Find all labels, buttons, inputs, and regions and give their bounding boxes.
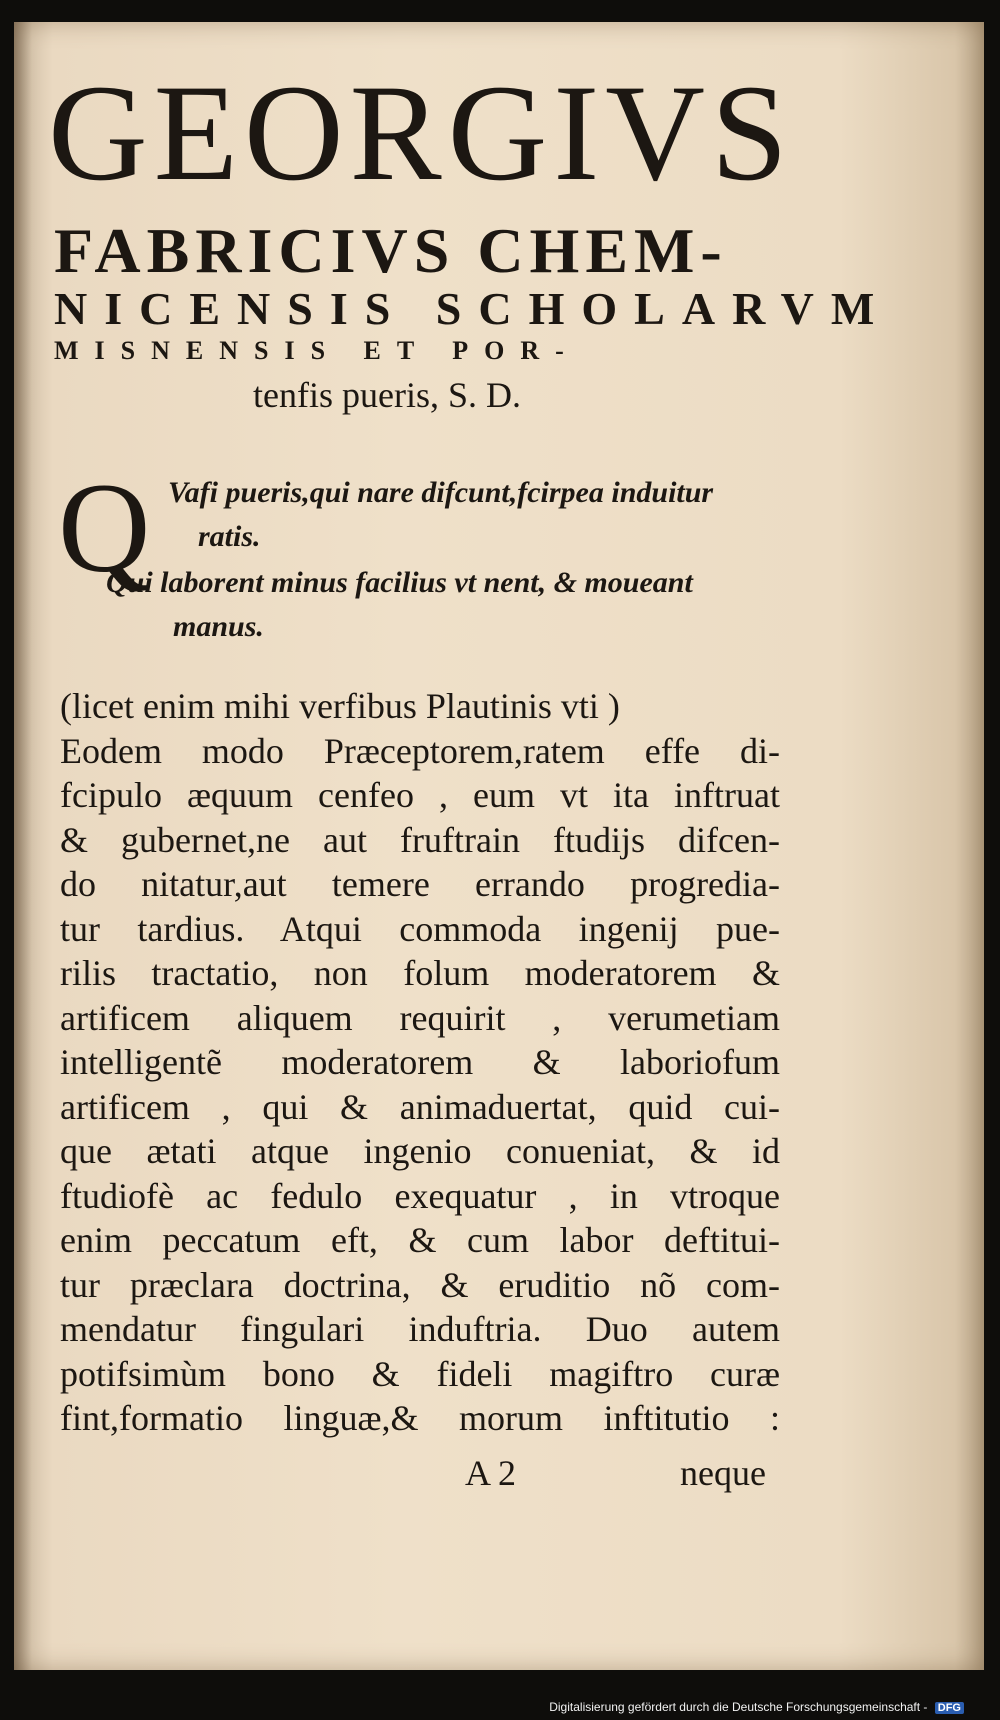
signature-mark: A 2 bbox=[465, 1453, 517, 1493]
book-page bbox=[14, 22, 984, 1670]
body-line: intelligentẽ moderatorem & laboriofum bbox=[60, 1042, 780, 1082]
verse-line: Vafi pueris,qui nare difcunt,fcirpea induitur bbox=[168, 476, 714, 509]
body-line: enim peccatum eft, & cum labor deftitui- bbox=[60, 1220, 780, 1260]
catchword: neque bbox=[680, 1453, 766, 1493]
verse-line: ratis. bbox=[198, 520, 261, 553]
body-line: que ætati atque ingenio conueniat, & id bbox=[60, 1131, 780, 1171]
verse-line: Qui laborent minus facilius vt nent, & moueant bbox=[106, 566, 693, 599]
drop-cap: Q bbox=[58, 457, 151, 599]
body-line: (licet enim mihi verfibus Plautinis vti ) bbox=[60, 686, 620, 726]
subtitle-line-3: MISNENSIS ET POR- bbox=[54, 336, 580, 365]
body-line: artificem aliquem requirit , verumetiam bbox=[60, 997, 780, 1038]
page-title: GEORGIVS bbox=[48, 56, 794, 209]
credit-text: Digitalisierung gefördert durch die Deutsche Forschungsgemeinschaft - bbox=[549, 1700, 928, 1714]
body-line: fcipulo æquum cenfeo , eum vt ita inftruat bbox=[60, 775, 780, 815]
body-line: mendatur fingulari induftria. Duo autem bbox=[60, 1309, 780, 1349]
digitization-credit bbox=[549, 1700, 964, 1714]
page-content bbox=[48, 56, 892, 1493]
body-line: tur tardius. Atqui commoda ingenij pue- bbox=[60, 908, 780, 949]
body-line: fint,formatio linguæ,& morum inftitutio : bbox=[60, 1398, 780, 1438]
subtitle-line-1: FABRICIVS CHEM- bbox=[54, 215, 728, 286]
body-line: potifsimùm bono & fideli magiftro curæ bbox=[60, 1353, 780, 1394]
subtitle-line-4: tenfis pueris, S. D. bbox=[253, 375, 521, 415]
body-line: Eodem modo Præceptorem,ratem effe di- bbox=[60, 730, 780, 771]
verse-line: manus. bbox=[173, 610, 264, 643]
body-line: rilis tractatio, non folum moderatorem & bbox=[60, 953, 780, 993]
dfg-logo: DFG bbox=[935, 1702, 964, 1714]
body-line: & gubernet,ne aut fruftrain ftudijs difcen- bbox=[60, 819, 780, 860]
body-line: artificem , qui & animaduertat, quid cui- bbox=[60, 1086, 780, 1127]
body-line: do nitatur,aut temere errando progredia- bbox=[60, 864, 780, 904]
body-line: tur præclara doctrina, & eruditio nõ com- bbox=[60, 1264, 780, 1305]
body-text bbox=[60, 684, 780, 1441]
body-line: ftudiofè ac fedulo exequatur , in vtroque bbox=[60, 1175, 780, 1216]
subtitle-line-2: NICENSIS SCHOLARVM bbox=[54, 283, 892, 334]
